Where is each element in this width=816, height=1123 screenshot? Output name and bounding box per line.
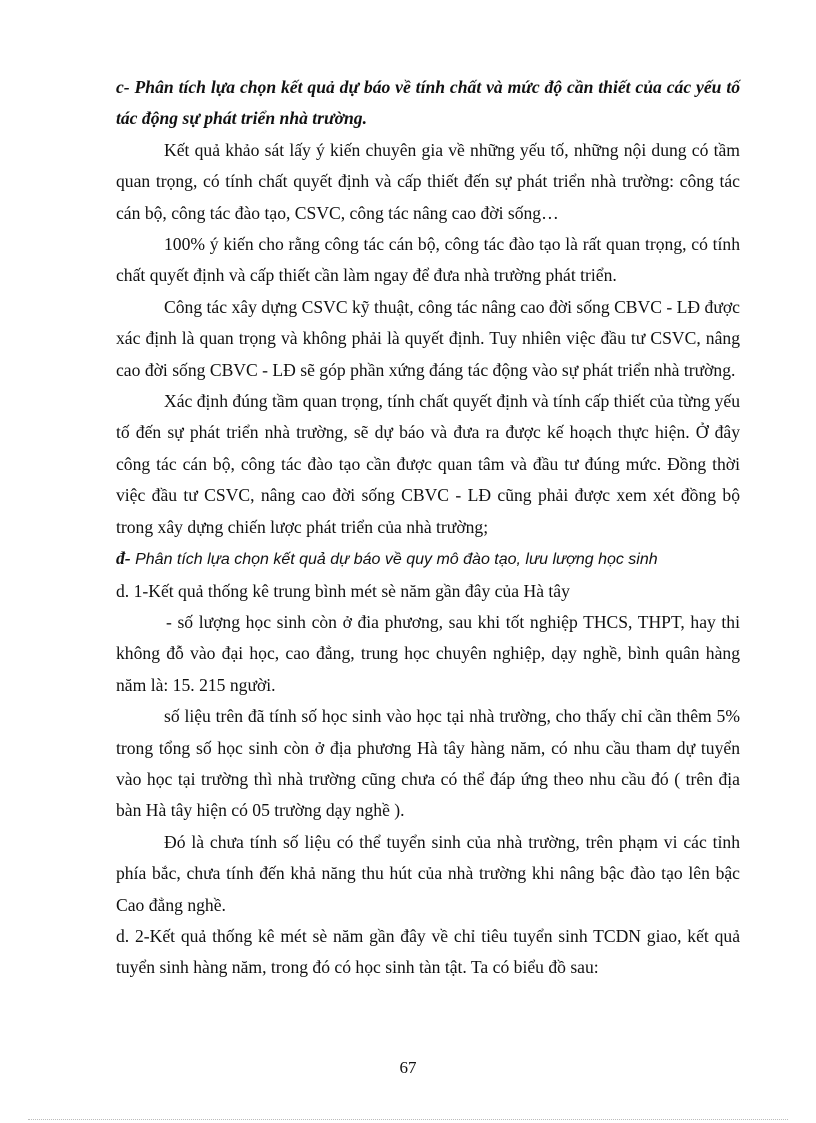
section-heading-d xyxy=(116,543,740,575)
subsection-d1-title: d. 1-Kết quả thống kê trung bình mét sè năm gần đây của Hà tây xyxy=(116,580,570,601)
paragraph: Đó là chưa tính số liệu có thể tuyển sinh của nhà trường, trên phạm vi các tỉnh phía bắc, chưa tính đến khả năng thu hút của nhà trường khi nâng bậc đào tạo lên bậc Cao đẳng nghề. xyxy=(116,831,740,915)
subsection-d2-text: d. 2-Kết quả thống kê mét sè năm gần đây về chỉ tiêu tuyển sinh TCDN giao, kết quả tuyển sinh hàng năm, trong đó có học sinh tàn tật. Ta có biểu đồ sau: xyxy=(116,925,740,978)
paragraph: Xác định đúng tầm quan trọng, tính chất quyết định và tính cấp thiết của từng yếu tố đến sự phát triển nhà trường, sẽ dự báo và đưa ra được kế hoạch thực hiện. Ở đây công tác cán bộ, công tác đào tạo cần được quan tâm và đầu tư đúng mức. Đồng thời việc đầu tư CSVC, nâng cao đời sống CBVC - LĐ cũng phải được xem xét đồng bộ trong xây dựng chiến lược phát triển của nhà trường; xyxy=(116,391,740,537)
paragraph: Kết quả khảo sát lấy ý kiến chuyên gia về những yếu tố, những nội dung có tầm quan trọng, có tính chất quyết định và cấp thiết đến sự phát triển nhà trường: công tác cán bộ, công tác đào tạo, CSVC, công tác nâng cao đời sống… xyxy=(116,139,740,223)
body-text xyxy=(116,72,740,984)
paragraph: 100% ý kiến cho rằng công tác cán bộ, công tác đào tạo là rất quan trọng, có tính chất quyết định và cấp thiết cần làm ngay để đưa nhà trường phát triển. xyxy=(116,234,740,286)
section-heading-d-lead: đ- xyxy=(116,548,131,569)
paragraph: Công tác xây dựng CSVC kỹ thuật, công tác nâng cao đời sống CBVC - LĐ được xác định là quan trọng và không phải là quyết định. Tuy nhiên việc đầu tư CSVC, nâng cao đời sống CBVC - LĐ sẽ góp phần xứng đáng tác động vào sự phát triển nhà trường. xyxy=(116,296,740,380)
section-heading-d-text: Phân tích lựa chọn kết quả dự báo về quy mô đào tạo, lưu lượng học sinh xyxy=(130,551,658,569)
page-number: 67 xyxy=(399,1058,417,1077)
page-bottom-divider xyxy=(28,1119,788,1120)
section-heading-c: c- Phân tích lựa chọn kết quả dự báo về tính chất và mức độ cần thiết của các yếu tố tác động sự phát triển nhà trường. xyxy=(116,77,740,129)
paragraph: - số lượng học sinh còn ở đia phương, sau khi tốt nghiệp THCS, THPT, hay thi không đỗ vào đại học, cao đẳng, trung học chuyên nghiệp, dạy nghề, bình quân hàng năm là: 15. 215 người. xyxy=(116,611,740,695)
paragraph: số liệu trên đã tính số học sinh vào học tại nhà trường, cho thấy chỉ cần thêm 5% trong tổng số học sinh còn ở địa phương Hà tây hàng năm, có nhu cầu tham dự tuyển vào học tại trường thì nhà trường cũng chưa có thể đáp ứng theo nhu cầu đó ( trên địa bàn Hà tây hiện có 05 trường dạy nghề ). xyxy=(116,706,740,821)
